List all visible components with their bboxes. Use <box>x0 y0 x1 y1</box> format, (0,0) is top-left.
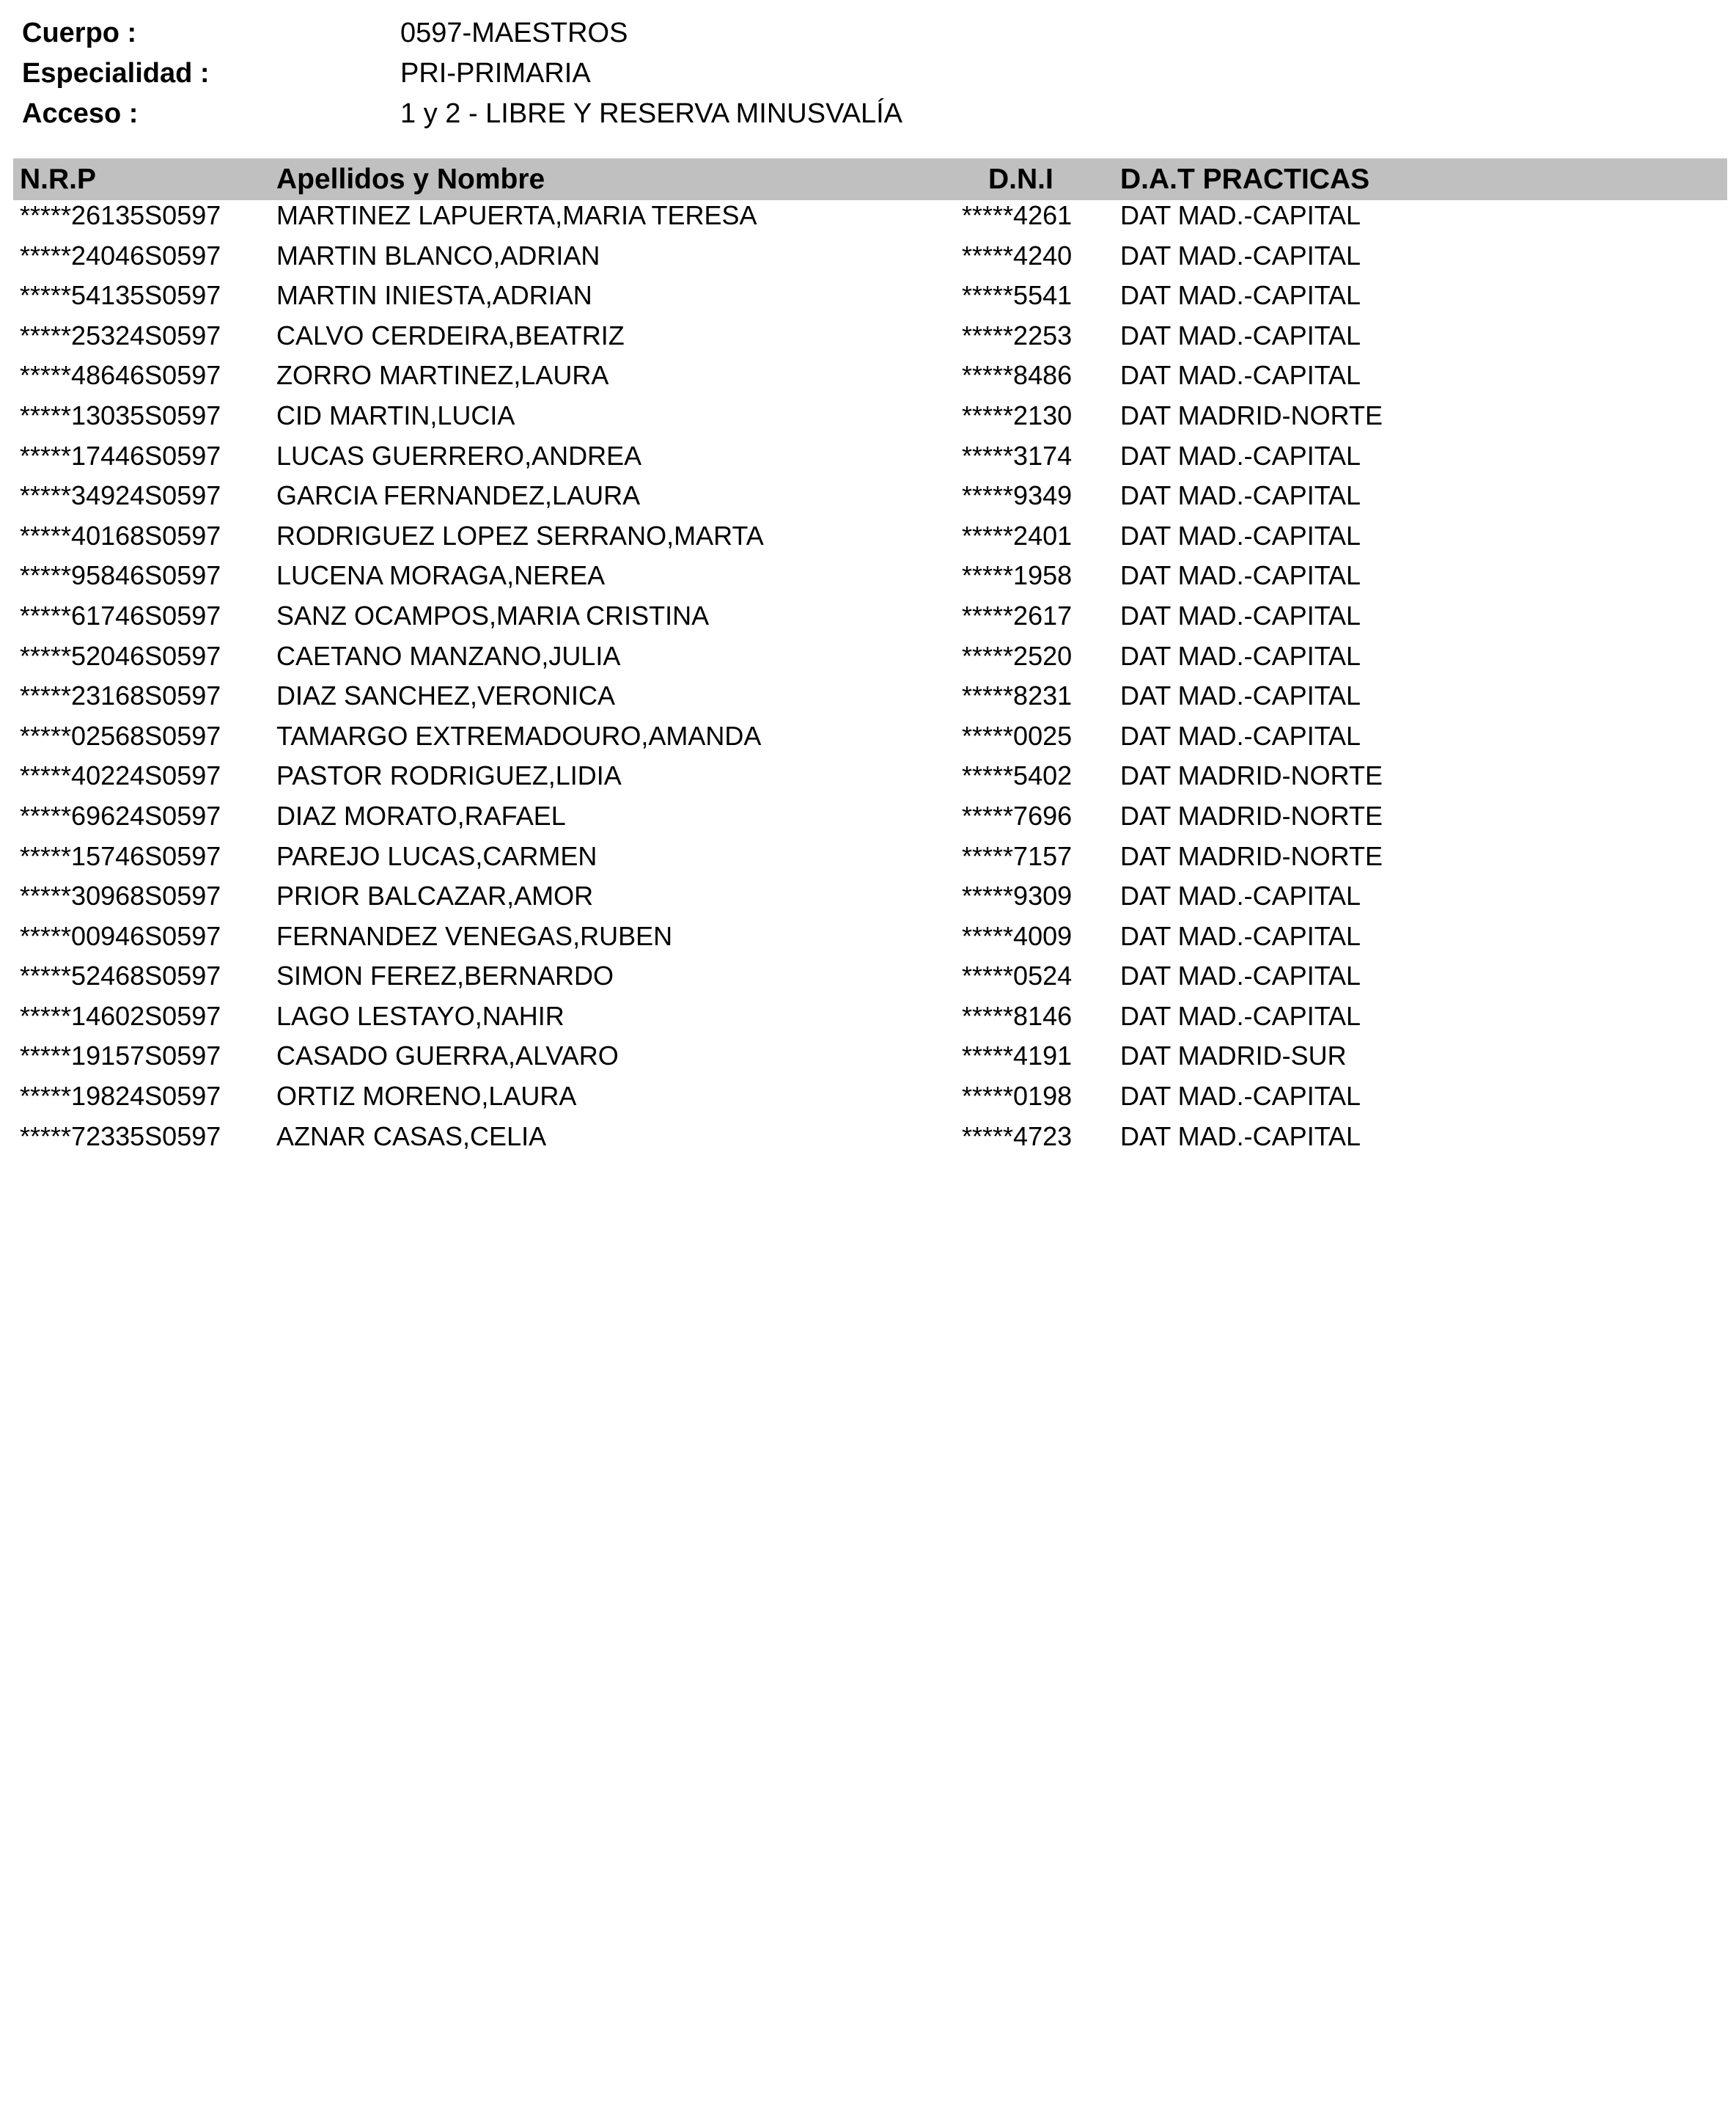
dat-cell: DAT MAD.-CAPITAL <box>1120 280 1361 311</box>
cuerpo-label: Cuerpo : <box>22 18 137 48</box>
table-row <box>13 716 1727 757</box>
dni-cell: *****4723 <box>962 1120 1073 1151</box>
dat-cell: DAT MADRID-NORTE <box>1120 400 1383 430</box>
table-row <box>13 556 1727 596</box>
nrp-cell: *****61746S0597 <box>20 600 221 631</box>
dat-cell: DAT MAD.-CAPITAL <box>1120 920 1361 951</box>
dni-cell: *****0025 <box>962 720 1073 751</box>
table-row <box>13 196 1727 236</box>
column-header-dni: D.N.I <box>988 164 1053 195</box>
dat-cell: DAT MAD.-CAPITAL <box>1120 560 1361 591</box>
nrp-cell: *****52468S0597 <box>20 961 221 991</box>
dat-cell: DAT MADRID-NORTE <box>1120 800 1383 831</box>
acceso-row <box>22 94 1122 134</box>
dni-cell: *****4261 <box>962 200 1073 230</box>
nrp-cell: *****19157S0597 <box>20 1041 221 1071</box>
table-row <box>13 476 1727 516</box>
dni-cell: *****2130 <box>962 400 1073 430</box>
dni-cell: *****7157 <box>962 840 1073 871</box>
name-cell: SIMON FEREZ,BERNARDO <box>276 961 614 991</box>
name-cell: ORTIZ MORENO,LAURA <box>276 1081 577 1112</box>
table-row <box>13 436 1727 477</box>
table-body <box>13 196 1727 1156</box>
cuerpo-row <box>22 13 1122 54</box>
dni-cell: *****5402 <box>962 760 1073 791</box>
dni-cell: *****4009 <box>962 920 1073 951</box>
table-row <box>13 1036 1727 1076</box>
dni-cell: *****4240 <box>962 240 1073 271</box>
column-header-dat: D.A.T PRACTICAS <box>1120 164 1370 195</box>
table-row <box>13 876 1727 917</box>
dat-cell: DAT MAD.-CAPITAL <box>1120 440 1361 471</box>
table-row <box>13 636 1727 677</box>
table-row <box>13 276 1727 316</box>
name-cell: RODRIGUEZ LOPEZ SERRANO,MARTA <box>276 520 764 551</box>
dni-cell: *****5541 <box>962 280 1073 311</box>
dat-cell: DAT MAD.-CAPITAL <box>1120 961 1361 991</box>
nrp-cell: *****40168S0597 <box>20 520 221 551</box>
document-header <box>22 13 1122 134</box>
name-cell: MARTIN INIESTA,ADRIAN <box>276 280 592 311</box>
table-row <box>13 917 1727 957</box>
name-cell: PRIOR BALCAZAR,AMOR <box>276 881 594 911</box>
table-row <box>13 837 1727 877</box>
cuerpo-value: 0597-MAESTROS <box>400 18 628 48</box>
name-cell: MARTIN BLANCO,ADRIAN <box>276 240 600 271</box>
table-row <box>13 596 1727 636</box>
acceso-label: Acceso : <box>22 98 139 129</box>
name-cell: PAREJO LUCAS,CARMEN <box>276 840 597 871</box>
dat-cell: DAT MAD.-CAPITAL <box>1120 320 1361 351</box>
nrp-cell: *****72335S0597 <box>20 1120 221 1151</box>
column-header-nrp: N.R.P <box>20 164 97 195</box>
dat-cell: DAT MAD.-CAPITAL <box>1120 680 1361 711</box>
dni-cell: *****8231 <box>962 680 1073 711</box>
table-row <box>13 676 1727 716</box>
table-row <box>13 316 1727 356</box>
table-row <box>13 236 1727 276</box>
dni-cell: *****4191 <box>962 1041 1073 1071</box>
dni-cell: *****8486 <box>962 360 1073 391</box>
table-row <box>13 516 1727 557</box>
nrp-cell: *****02568S0597 <box>20 720 221 751</box>
name-cell: CID MARTIN,LUCIA <box>276 400 515 430</box>
nrp-cell: *****25324S0597 <box>20 320 221 351</box>
nrp-cell: *****24046S0597 <box>20 240 221 271</box>
dni-cell: *****7696 <box>962 800 1073 831</box>
dni-cell: *****9309 <box>962 881 1073 911</box>
dni-cell: *****2617 <box>962 600 1073 631</box>
especialidad-label: Especialidad : <box>22 58 210 89</box>
dni-cell: *****1958 <box>962 560 1073 591</box>
table-row <box>13 356 1727 396</box>
name-cell: AZNAR CASAS,CELIA <box>276 1120 547 1151</box>
nrp-cell: *****54135S0597 <box>20 280 221 311</box>
especialidad-row <box>22 54 1122 94</box>
dat-cell: DAT MAD.-CAPITAL <box>1120 240 1361 271</box>
candidates-table <box>13 158 1727 1156</box>
table-row <box>13 956 1727 997</box>
name-cell: LUCENA MORAGA,NEREA <box>276 560 606 591</box>
nrp-cell: *****15746S0597 <box>20 840 221 871</box>
nrp-cell: *****13035S0597 <box>20 400 221 430</box>
name-cell: MARTINEZ LAPUERTA,MARIA TERESA <box>276 200 757 230</box>
dni-cell: *****0198 <box>962 1081 1073 1112</box>
name-cell: TAMARGO EXTREMADOURO,AMANDA <box>276 720 762 751</box>
dat-cell: DAT MAD.-CAPITAL <box>1120 1120 1361 1151</box>
name-cell: PASTOR RODRIGUEZ,LIDIA <box>276 760 622 791</box>
nrp-cell: *****23168S0597 <box>20 680 221 711</box>
dat-cell: DAT MAD.-CAPITAL <box>1120 200 1361 230</box>
table-row <box>13 396 1727 436</box>
acceso-value: 1 y 2 - LIBRE Y RESERVA MINUSVALÍA <box>400 98 902 129</box>
name-cell: CAETANO MANZANO,JULIA <box>276 640 621 671</box>
table-row <box>13 997 1727 1037</box>
name-cell: LAGO LESTAYO,NAHIR <box>276 1000 564 1031</box>
dat-cell: DAT MAD.-CAPITAL <box>1120 480 1361 511</box>
nrp-cell: *****52046S0597 <box>20 640 221 671</box>
dni-cell: *****8146 <box>962 1000 1073 1031</box>
table-row <box>13 1076 1727 1117</box>
name-cell: DIAZ MORATO,RAFAEL <box>276 800 566 831</box>
dni-cell: *****9349 <box>962 480 1073 511</box>
column-header-name: Apellidos y Nombre <box>276 164 545 195</box>
dni-cell: *****0524 <box>962 961 1073 991</box>
nrp-cell: *****40224S0597 <box>20 760 221 791</box>
dni-cell: *****2253 <box>962 320 1073 351</box>
table-row <box>13 1117 1727 1157</box>
dat-cell: DAT MADRID-NORTE <box>1120 840 1383 871</box>
dat-cell: DAT MAD.-CAPITAL <box>1120 360 1361 391</box>
name-cell: CASADO GUERRA,ALVARO <box>276 1041 619 1071</box>
name-cell: DIAZ SANCHEZ,VERONICA <box>276 680 616 711</box>
nrp-cell: *****19824S0597 <box>20 1081 221 1112</box>
table-row <box>13 796 1727 837</box>
name-cell: GARCIA FERNANDEZ,LAURA <box>276 480 641 511</box>
nrp-cell: *****30968S0597 <box>20 881 221 911</box>
nrp-cell: *****14602S0597 <box>20 1000 221 1031</box>
name-cell: CALVO CERDEIRA,BEATRIZ <box>276 320 625 351</box>
name-cell: SANZ OCAMPOS,MARIA CRISTINA <box>276 600 710 631</box>
dat-cell: DAT MAD.-CAPITAL <box>1120 520 1361 551</box>
nrp-cell: *****26135S0597 <box>20 200 221 230</box>
dni-cell: *****2520 <box>962 640 1073 671</box>
nrp-cell: *****34924S0597 <box>20 480 221 511</box>
dat-cell: DAT MAD.-CAPITAL <box>1120 600 1361 631</box>
nrp-cell: *****48646S0597 <box>20 360 221 391</box>
name-cell: LUCAS GUERRERO,ANDREA <box>276 440 642 471</box>
dat-cell: DAT MAD.-CAPITAL <box>1120 640 1361 671</box>
name-cell: FERNANDEZ VENEGAS,RUBEN <box>276 920 673 951</box>
nrp-cell: *****17446S0597 <box>20 440 221 471</box>
dat-cell: DAT MAD.-CAPITAL <box>1120 1081 1361 1112</box>
table-row <box>13 756 1727 796</box>
name-cell: ZORRO MARTINEZ,LAURA <box>276 360 609 391</box>
nrp-cell: *****69624S0597 <box>20 800 221 831</box>
table-header <box>13 158 1727 200</box>
nrp-cell: *****00946S0597 <box>20 920 221 951</box>
dat-cell: DAT MADRID-NORTE <box>1120 760 1383 791</box>
dni-cell: *****3174 <box>962 440 1073 471</box>
dni-cell: *****2401 <box>962 520 1073 551</box>
especialidad-value: PRI-PRIMARIA <box>400 58 591 89</box>
nrp-cell: *****95846S0597 <box>20 560 221 591</box>
dat-cell: DAT MAD.-CAPITAL <box>1120 720 1361 751</box>
dat-cell: DAT MADRID-SUR <box>1120 1041 1347 1071</box>
dat-cell: DAT MAD.-CAPITAL <box>1120 881 1361 911</box>
dat-cell: DAT MAD.-CAPITAL <box>1120 1000 1361 1031</box>
